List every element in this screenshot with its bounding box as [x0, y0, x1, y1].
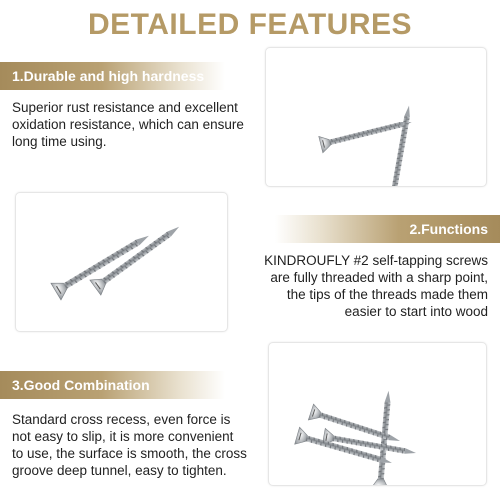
screw-photo-1	[265, 47, 487, 187]
section-3-banner	[0, 371, 225, 399]
screw-image-1	[266, 48, 486, 186]
section-3-heading: 3.Good Combination	[12, 377, 150, 393]
screw-photo-2	[15, 192, 228, 332]
section-3-description: Standard cross recess, even force is not easy to slip, it is more convenient to use, the surface is smooth, the cross groove deep tunnel, easy to tighten.	[12, 412, 247, 478]
section-1-banner	[0, 62, 225, 90]
screw-image-3	[269, 343, 486, 485]
screw-image-2	[16, 193, 227, 331]
section-1-description: Superior rust resistance and excellent oxidation resistance, which can ensure long time using.	[12, 100, 244, 149]
section-2-description: KINDROUFLY #2 self-tapping screws are fully threaded with a sharp point, the tips of the threads made them easier to start into wood	[264, 253, 488, 319]
section-2-banner	[275, 215, 500, 243]
section-1-heading: 1.Durable and high hardness	[12, 68, 205, 84]
screw-photo-3	[268, 342, 487, 486]
page-title: DETAILED FEATURES	[87, 8, 413, 41]
section-2-heading: 2.Functions	[409, 221, 488, 237]
